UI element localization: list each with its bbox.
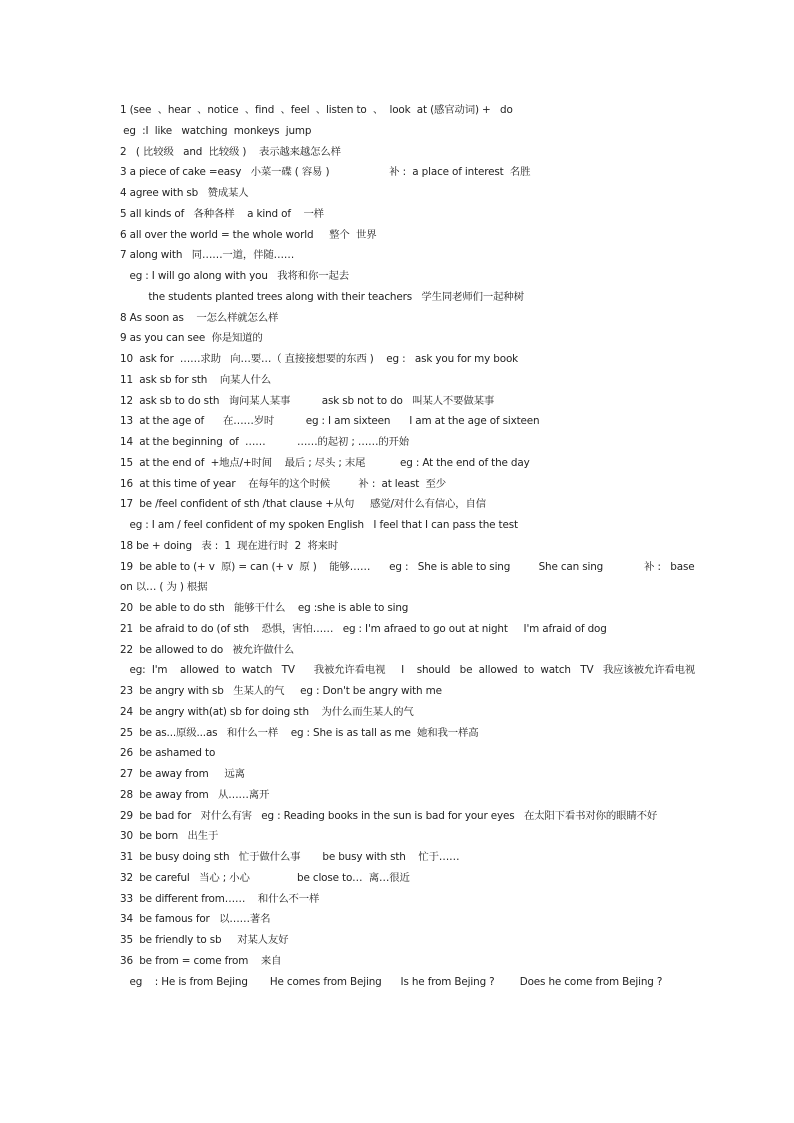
text-line: 8 As soon as 一怎么样就怎么样 bbox=[120, 311, 279, 324]
text-line: 36 be from = come from 来自 bbox=[120, 954, 282, 967]
text-line: eg : I will go along with you 我将和你一起去 bbox=[120, 270, 349, 282]
text-line: 15 at the end of +地点/+时间 最后 ; 尽头 ; 末尾 eg : At the end of the day bbox=[120, 456, 530, 469]
text-line: 32 be careful 当心 ; 小心 be close to… 离…很近 bbox=[120, 871, 410, 884]
text-line: 24 be angry with(at) sb for doing sth 为什么而生某人的气 bbox=[120, 705, 414, 718]
text-line: 12 ask sb to do sth 询问某人某事 ask sb not to do 叫某人不要做某事 bbox=[120, 394, 495, 407]
text-line: 25 be as...原级...as 和什么一样 eg : She is as tall as me 她和我一样高 bbox=[120, 726, 479, 739]
text-line: 5 all kinds of 各种各样 a kind of 一样 bbox=[120, 207, 324, 220]
text-line: 33 be different from…… 和什么不一样 bbox=[120, 892, 320, 905]
text-line: 19 be able to (+ v 原) = can (+ v 原 ) 能够…… eg : She is able to sing She can sing 补 : base on 以… ( 为 ) 根据 bbox=[120, 560, 698, 594]
text-line: 34 be famous for 以……著名 bbox=[120, 913, 271, 926]
text-line: 2 ( 比较级 and 比较级 ) 表示越来越怎么样 bbox=[120, 145, 341, 158]
text-line: 26 be ashamed to bbox=[120, 747, 216, 760]
text-line: 35 be friendly to sb 对某人友好 bbox=[120, 934, 289, 946]
text-line: 30 be born 出生于 bbox=[120, 830, 219, 843]
text-line: eg : He is from Bejing He comes from Bejing Is he from Bejing ? Does he come from Bejing ? bbox=[120, 975, 663, 988]
text-line: 7 along with 同……一道，伴随…… bbox=[120, 249, 295, 262]
text-line: 18 be + doing 表 : 1 现在进行时 2 将来时 bbox=[120, 539, 339, 552]
text-line: 4 agree with sb 赞成某人 bbox=[120, 187, 249, 199]
text-line: 10 ask for ……求助 向…要…（ 直接接想要的东西 ) eg : ask you for my book bbox=[120, 353, 519, 365]
text-line: 1 (see 、hear 、notice 、find 、feel 、listen to 、 look at (感官动词) + do bbox=[120, 104, 513, 116]
text-line: eg: I'm allowed to watch TV 我被允许看电视 I should be allowed to watch TV 我应该被允许看电视 bbox=[120, 664, 696, 677]
text-line: 22 be allowed to do 被允许做什么 bbox=[120, 643, 294, 656]
text-line: 20 be able to do sth 能够干什么 eg :she is able to sing bbox=[120, 602, 409, 614]
text-line: 6 all over the world = the whole world 整个 世界 bbox=[120, 228, 377, 241]
text-line: 31 be busy doing sth 忙于做什么事 be busy with sth 忙于…… bbox=[120, 851, 460, 863]
text-line: 16 at this time of year 在每年的这个时候 补 : at least 至少 bbox=[120, 477, 446, 490]
text-line: 11 ask sb for sth 向某人什么 bbox=[120, 373, 272, 386]
text-line: the students planted trees along with their teachers 学生同老师们一起种树 bbox=[120, 290, 524, 303]
text-line: 14 at the beginning of …… ……的起初 ; ……的开始 bbox=[120, 436, 410, 448]
text-line: 21 be afraid to do (of sth 恐惧，害怕…… eg : I'm afraed to go out at night I'm afraid of dog bbox=[120, 622, 607, 635]
text-line: eg : I am / feel confident of my spoken English I feel that I can pass the test bbox=[120, 519, 518, 531]
text-line: 29 be bad for 对什么有害 eg : Reading books in the sun is bad for your eyes 在太阳下看书对你的眼睛不好 bbox=[120, 809, 658, 822]
text-line: 13 at the age of 在……岁时 eg : I am sixteen I am at the age of sixteen bbox=[120, 415, 540, 428]
text-line: eg :I like watching monkeys jump bbox=[120, 124, 312, 137]
text-line: 17 be /feel confident of sth /that clause +从句 感觉/对什么有信心，自信 bbox=[120, 498, 487, 511]
text-line: 23 be angry with sb 生某人的气 eg : Don't be angry with me bbox=[120, 685, 442, 697]
document-body bbox=[120, 100, 700, 992]
text-line: 27 be away from 远离 bbox=[120, 768, 245, 780]
text-line: 9 as you can see 你是知道的 bbox=[120, 332, 263, 345]
text-line: 28 be away from 从……离开 bbox=[120, 788, 270, 801]
text-line: 3 a piece of cake =easy 小菜一碟 ( 容易 ) 补 : a place of interest 名胜 bbox=[120, 166, 531, 179]
